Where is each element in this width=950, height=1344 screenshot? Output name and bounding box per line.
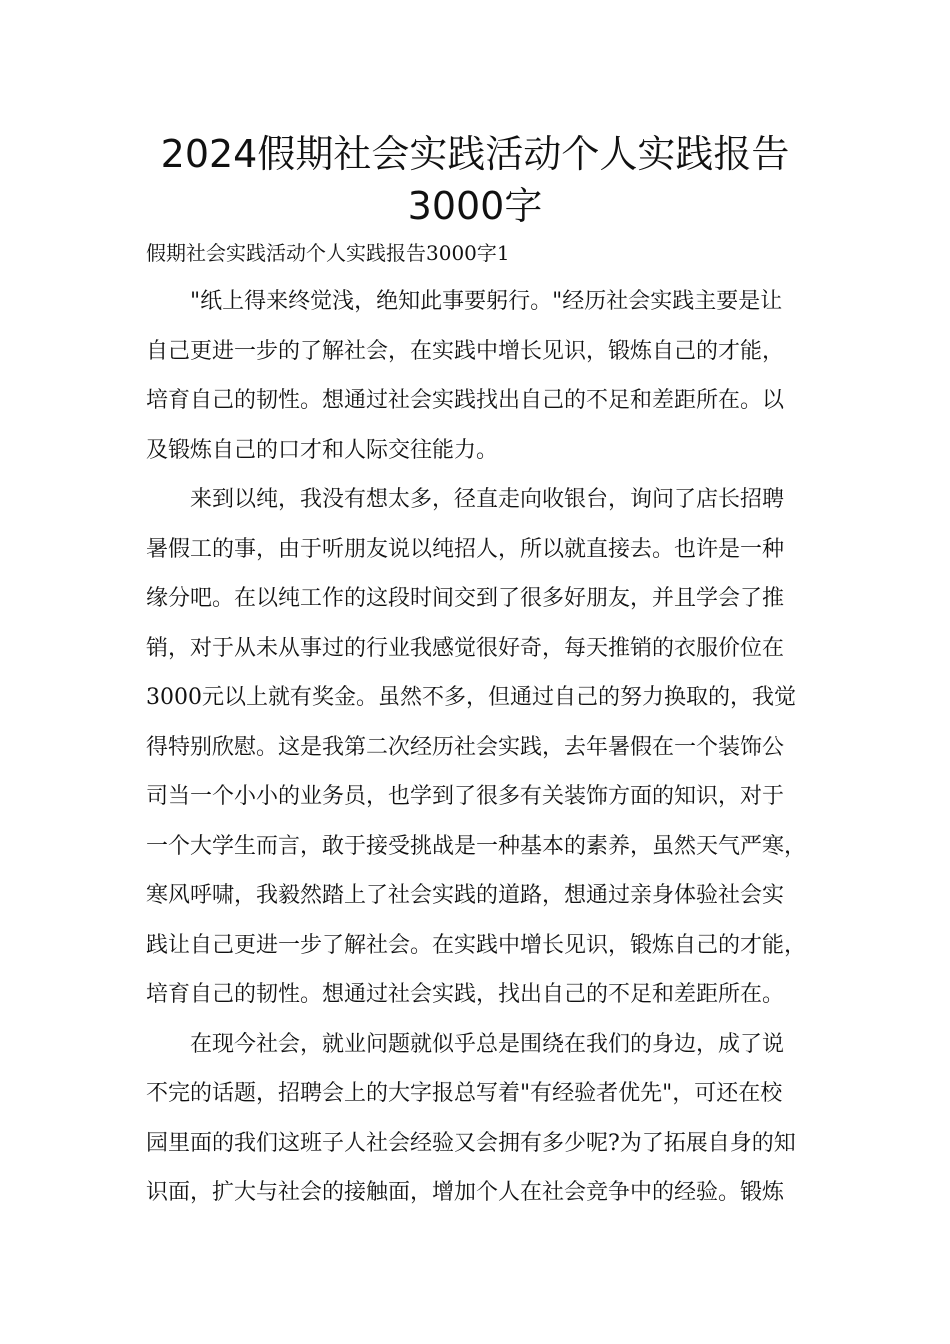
body-line: 寒风呼啸，我毅然踏上了社会实践的道路，想通过亲身体验社会实 [146,883,785,908]
body-line: 销，对于从未从事过的行业我感觉很好奇，每天推销的衣服价位在 [146,636,785,661]
body-line: 园里面的我们这班子人社会经验又会拥有多少呢?为了拓展自身的知 [146,1131,796,1156]
document-title-line-1: 2024假期社会实践活动个人实践报告 [160,132,790,176]
body-line: 来到以纯，我没有想太多，径直走向收银台，询问了店长招聘 [190,487,785,512]
body-line: 3000元以上就有奖金。虽然不多，但通过自己的努力换取的，我觉 [146,685,796,710]
body-line: 自己更进一步的了解社会，在实践中增长见识，锻炼自己的才能， [146,339,785,364]
body-line: 司当一个小小的业务员，也学到了很多有关装饰方面的知识，对于 [146,784,785,809]
body-line: 识面，扩大与社会的接触面，增加个人在社会竞争中的经验。锻炼 [146,1180,785,1205]
body-line: 践让自己更进一步了解社会。在实践中增长见识，锻炼自己的才能， [146,933,807,958]
body-line: 缘分吧。在以纯工作的这段时间交到了很多好朋友，并且学会了推 [146,586,785,611]
document-subtitle: 假期社会实践活动个人实践报告3000字1 [146,241,510,265]
body-line: 暑假工的事，由于听朋友说以纯招人，所以就直接去。也许是一种 [146,537,785,562]
body-line: 不完的话题，招聘会上的大字报总写着"有经验者优先"，可还在校 [146,1081,783,1106]
body-line: 在现今社会，就业问题就似乎总是围绕在我们的身边，成了说 [190,1032,785,1057]
body-line: 培育自己的韧性。想通过社会实践找出自己的不足和差距所在。以 [146,388,785,413]
body-line: 及锻炼自己的口才和人际交往能力。 [146,438,499,463]
document-title-line-2: 3000字 [407,184,543,228]
body-line: "纸上得来终觉浅，绝知此事要躬行。"经历社会实践主要是让 [190,289,783,314]
body-line: 得特别欣慰。这是我第二次经历社会实践，去年暑假在一个装饰公 [146,735,785,760]
body-line: 培育自己的韧性。想通过社会实践，找出自己的不足和差距所在。 [146,982,785,1007]
body-line: 一个大学生而言，敢于接受挑战是一种基本的素养，虽然天气严寒， [146,834,807,859]
